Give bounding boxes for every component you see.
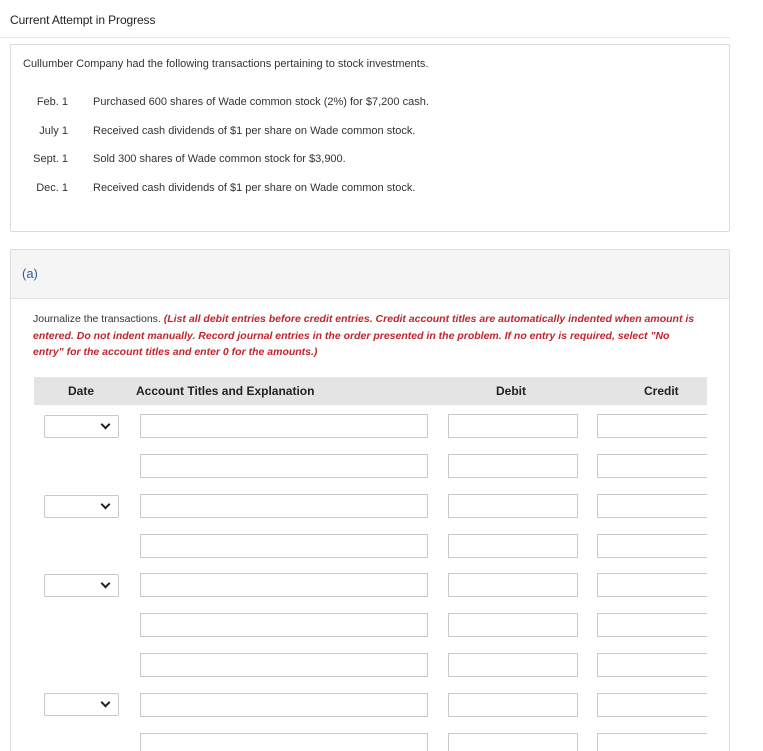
credit-input[interactable] (597, 693, 707, 717)
transaction-date: Sept. 1 (33, 153, 68, 165)
date-column-header: Date (68, 384, 95, 398)
debit-input[interactable] (448, 573, 578, 597)
debit-input[interactable] (448, 454, 578, 478)
date-dropdown[interactable] (44, 574, 119, 597)
transaction-text: Received cash dividends of $1 per share on Wade common stock. (93, 182, 416, 194)
date-dropdown[interactable] (44, 415, 119, 438)
debit-input[interactable] (448, 693, 578, 717)
part-label: (a) (22, 266, 38, 281)
credit-input[interactable] (597, 573, 707, 597)
credit-input[interactable] (597, 494, 707, 518)
part-a-panel (10, 249, 730, 751)
transaction-text: Purchased 600 shares of Wade common stock (2%) for $7,200 cash. (93, 96, 429, 108)
transaction-row (11, 96, 729, 112)
account-title-input[interactable] (140, 653, 428, 677)
credit-column-header: Credit (644, 384, 679, 398)
chevron-down-icon (101, 420, 111, 430)
transaction-row (11, 125, 729, 141)
debit-input[interactable] (448, 494, 578, 518)
transaction-date: Feb. 1 (36, 96, 68, 108)
transaction-text: Received cash dividends of $1 per share on Wade common stock. (93, 125, 416, 137)
debit-input[interactable] (448, 653, 578, 677)
debit-column-header: Debit (496, 384, 526, 398)
account-title-input[interactable] (140, 573, 428, 597)
account-title-input[interactable] (140, 494, 428, 518)
journal-table-header (34, 377, 707, 405)
account-title-input[interactable] (140, 693, 428, 717)
instruction-note: (List all debit entries before credit entries. Credit account titles are automatically indented when amount is entered. Do not indent manually. Record journal entries in the order presented in the problem. If no entry is required, select "No entry" for the account titles and enter 0 for the amounts.) (33, 313, 695, 358)
chevron-down-icon (101, 579, 111, 589)
chevron-down-icon (101, 500, 111, 510)
date-dropdown[interactable] (44, 693, 119, 716)
transaction-date: Dec. 1 (36, 182, 68, 194)
credit-input[interactable] (597, 534, 707, 558)
credit-input[interactable] (597, 733, 707, 751)
chevron-down-icon (101, 698, 111, 708)
transaction-row (11, 153, 729, 169)
account-title-input[interactable] (140, 414, 428, 438)
account-title-input[interactable] (140, 534, 428, 558)
debit-input[interactable] (448, 534, 578, 558)
transaction-text: Sold 300 shares of Wade common stock for $3,900. (93, 153, 346, 165)
debit-input[interactable] (448, 733, 578, 751)
debit-input[interactable] (448, 414, 578, 438)
transaction-row (11, 182, 729, 198)
problem-intro: Cullumber Company had the following transactions pertaining to stock investments. (23, 58, 429, 70)
account-column-header: Account Titles and Explanation (136, 384, 315, 398)
problem-statement (10, 44, 730, 232)
part-header (11, 250, 729, 299)
account-title-input[interactable] (140, 454, 428, 478)
instructions (33, 311, 703, 361)
credit-input[interactable] (597, 414, 707, 438)
attempt-header (0, 0, 730, 38)
attempt-status-title: Current Attempt in Progress (10, 13, 156, 27)
credit-input[interactable] (597, 653, 707, 677)
transaction-date: July 1 (39, 125, 68, 137)
credit-input[interactable] (597, 613, 707, 637)
instruction-text: Journalize the transactions. (33, 313, 164, 325)
date-dropdown[interactable] (44, 495, 119, 518)
account-title-input[interactable] (140, 613, 428, 637)
debit-input[interactable] (448, 613, 578, 637)
credit-input[interactable] (597, 454, 707, 478)
account-title-input[interactable] (140, 733, 428, 751)
